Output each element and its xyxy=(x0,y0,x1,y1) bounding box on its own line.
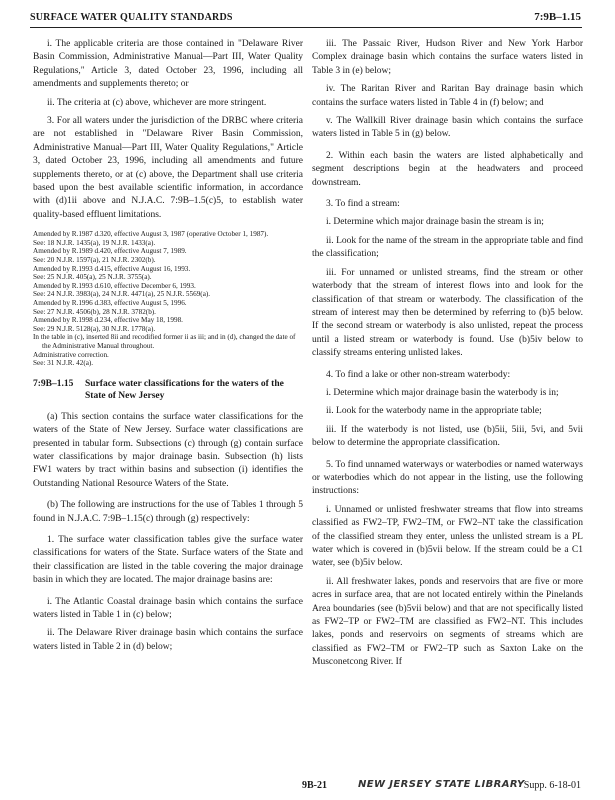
amendment-history xyxy=(33,230,303,368)
left-column xyxy=(33,38,303,659)
paragraph: ii. The Delaware River drainage basin which contains the surface waters listed in Table 2 in (d) below; xyxy=(33,628,303,652)
paragraph: 5. To find unnamed waterways or waterbodies or named waterways or waterbodies which do not appear in the listing, use the following instructions: xyxy=(312,459,583,497)
section-title: Surface water classifications for the waters of the State of New Jersey xyxy=(85,378,284,402)
paragraph: i. Determine which major drainage basin the stream is in; xyxy=(326,217,544,228)
amendment-line: Amended by R.1987 d.320, effective August 3, 1987 (operative October 1, 1987). xyxy=(33,230,269,239)
paragraph: v. The Wallkill River drainage basin which contains the surface waters listed in Table 5 in (g) below. xyxy=(312,116,583,140)
paragraph: ii. The criteria at (c) above, whichever are more stringent. xyxy=(47,97,267,108)
amendment-line: Administrative correction. xyxy=(33,350,109,359)
amendment-line: See: 27 N.J.R. 4506(b), 28 N.J.R. 3782(b). xyxy=(33,307,156,316)
amendment-line: See: 20 N.J.R. 1597(a), 21 N.J.R. 2302(b). xyxy=(33,256,156,265)
amendment-line: Amended by R.1998 d.234, effective May 18, 1998. xyxy=(33,316,183,325)
paragraph: 2. Within each basin the waters are listed alphabetically and segment descriptions begin at the headwaters and proceed downstream. xyxy=(312,150,583,188)
amendment-line: Amended by R.1989 d.420, effective August 7, 1989. xyxy=(33,247,187,256)
amendment-line: Amended by R.1993 d.415, effective August 16, 1993. xyxy=(33,264,191,273)
amendment-line: See: 31 N.J.R. 42(a). xyxy=(33,359,94,368)
paragraph: ii. Look for the name of the stream in the appropriate table and find the classification; xyxy=(312,235,583,260)
section-number: 7:9B–1.15 xyxy=(33,378,74,389)
paragraph: i. Determine which major drainage basin the waterbody is in; xyxy=(326,387,559,398)
amendment-line: Amended by R.1996 d.383, effective August 5, 1996. xyxy=(33,299,187,308)
paragraph: i. The applicable criteria are those contained in "Delaware River Basin Commission, Administrative Manual—Part III, Water Quality Regulations," Article 3, dated October 23, 1996, including all amendments and supplements thereto; or xyxy=(33,39,303,90)
right-column xyxy=(312,38,583,675)
paragraph: 4. To find a lake or other non-stream waterbody: xyxy=(326,369,511,380)
paragraph: ii. All freshwater lakes, ponds and reservoirs that are five or more acres in surface area, that are not located entirely within the Pinelands Area boundaries (see (b)5vii below) and that are not specifically listed as FW2–TP or FW2–TM are classified as FW2–NT. This includes lakes, ponds and reservoirs on segments of streams which are classified as FW2–TM or FW2–TP such as Saxton Lake on the Musconetcong River. If xyxy=(312,576,583,668)
page-number: 9B-21 xyxy=(302,780,327,791)
running-header-section: 7:9B–1.15 xyxy=(534,11,581,23)
supplement-date: Supp. 6-18-01 xyxy=(523,780,581,791)
paragraph: (a) This section contains the surface water classifications for the waters of the State of New Jersey. Surface water classifications are presented in tabular form. Subsections (c) through (g) contain surface water classifications by major drainage basin. Subsection (h) lists FW1 waters by tract within basins and subsection (i) identifies the Outstanding National Resource Waters of the State. xyxy=(33,411,303,489)
paragraph: ii. Look for the waterbody name in the appropriate table; xyxy=(326,406,542,417)
running-header-title: SURFACE WATER QUALITY STANDARDS xyxy=(30,12,233,23)
amendment-line: See: 24 N.J.R. 3983(a), 24 N.J.R. 4471(a), 25 N.J.R. 5569(a). xyxy=(33,290,211,299)
paragraph: iii. The Passaic River, Hudson River and New York Harbor Complex drainage basin which contains the surface waters listed in Table 3 in (e) below; xyxy=(312,39,583,76)
paragraph: 1. The surface water classification tables give the surface water classifications for waters of the State. Surface waters of the State and their classification are listed in the table covering the major drainage basin in which they are located. The major drainage basins are: xyxy=(33,535,303,586)
amendment-line: See: 29 N.J.R. 5128(a), 30 N.J.R. 1778(a). xyxy=(33,324,156,333)
amendment-line: See: 18 N.J.R. 1435(a), 19 N.J.R. 1433(a). xyxy=(33,238,156,247)
paragraph: iii. If the waterbody is not listed, use (b)5ii, 5iii, 5vi, and 5vii below to determine the appropriate classification. xyxy=(312,424,583,449)
header-rule xyxy=(30,27,582,28)
paragraph: iv. The Raritan River and Raritan Bay drainage basin which contains the surface waters listed in Table 4 in (f) below; and xyxy=(312,84,583,108)
paragraph: (b) The following are instructions for the use of Tables 1 through 5 found in N.J.A.C. 7:9B–1.15(c) through (g) respectively: xyxy=(33,500,303,524)
library-stamp: NEW JERSEY STATE LIBRARY xyxy=(358,779,525,790)
amendment-line: Amended by R.1993 d.610, effective December 6, 1993. xyxy=(33,281,196,290)
amendment-line: See: 25 N.J.R. 405(a), 25 N.J.R. 3755(a). xyxy=(33,273,152,282)
paragraph: i. Unnamed or unlisted freshwater streams that flow into streams classified as FW2–TP, FW2–TM, or FW2–NT take the classification of the classified stream they enter, unless the unlisted stream is a PL water which is covered in (b)5vii below. If the stream could be a C1 water, see (b)5iv below. xyxy=(312,504,583,569)
paragraph: 3. For all waters under the jurisdiction of the DRBC where criteria are not established in "Delaware River Basin Commission, Administrative Manual—Part III, Water Quality Regulations," Article 3, dated October 23, 1996, including all amendments and future supplements thereto, or at (c) above, the Department shall use criteria based upon the best available scientific information, in accordance with (d)1ii above and N.J.A.C. 7:9B–1.5(c)5, to establish water quality-based effluent limitations. xyxy=(33,116,303,220)
section-heading xyxy=(33,378,303,403)
amendment-line: In the table in (c), inserted 8ii and recodified former ii as iii; and in (d), changed the date of the Administrative Manual throughout. xyxy=(33,333,296,350)
paragraph: iii. For unnamed or unlisted streams, find the stream or other waterbody that the stream of interest flows into and look for the classification of that stream or waterbody. The classification of the stream of interest may then be determined by referring to (b)5 below. If the second stream or waterbody is also unlisted, repeat the process until a listed stream or waterbody is found. Use (b)5iv below to classify streams entering unlisted lakes. xyxy=(312,267,583,359)
paragraph: 3. To find a stream: xyxy=(326,199,400,210)
paragraph: i. The Atlantic Coastal drainage basin which contains the surface waters listed in Table 1 in (c) below; xyxy=(33,596,303,621)
